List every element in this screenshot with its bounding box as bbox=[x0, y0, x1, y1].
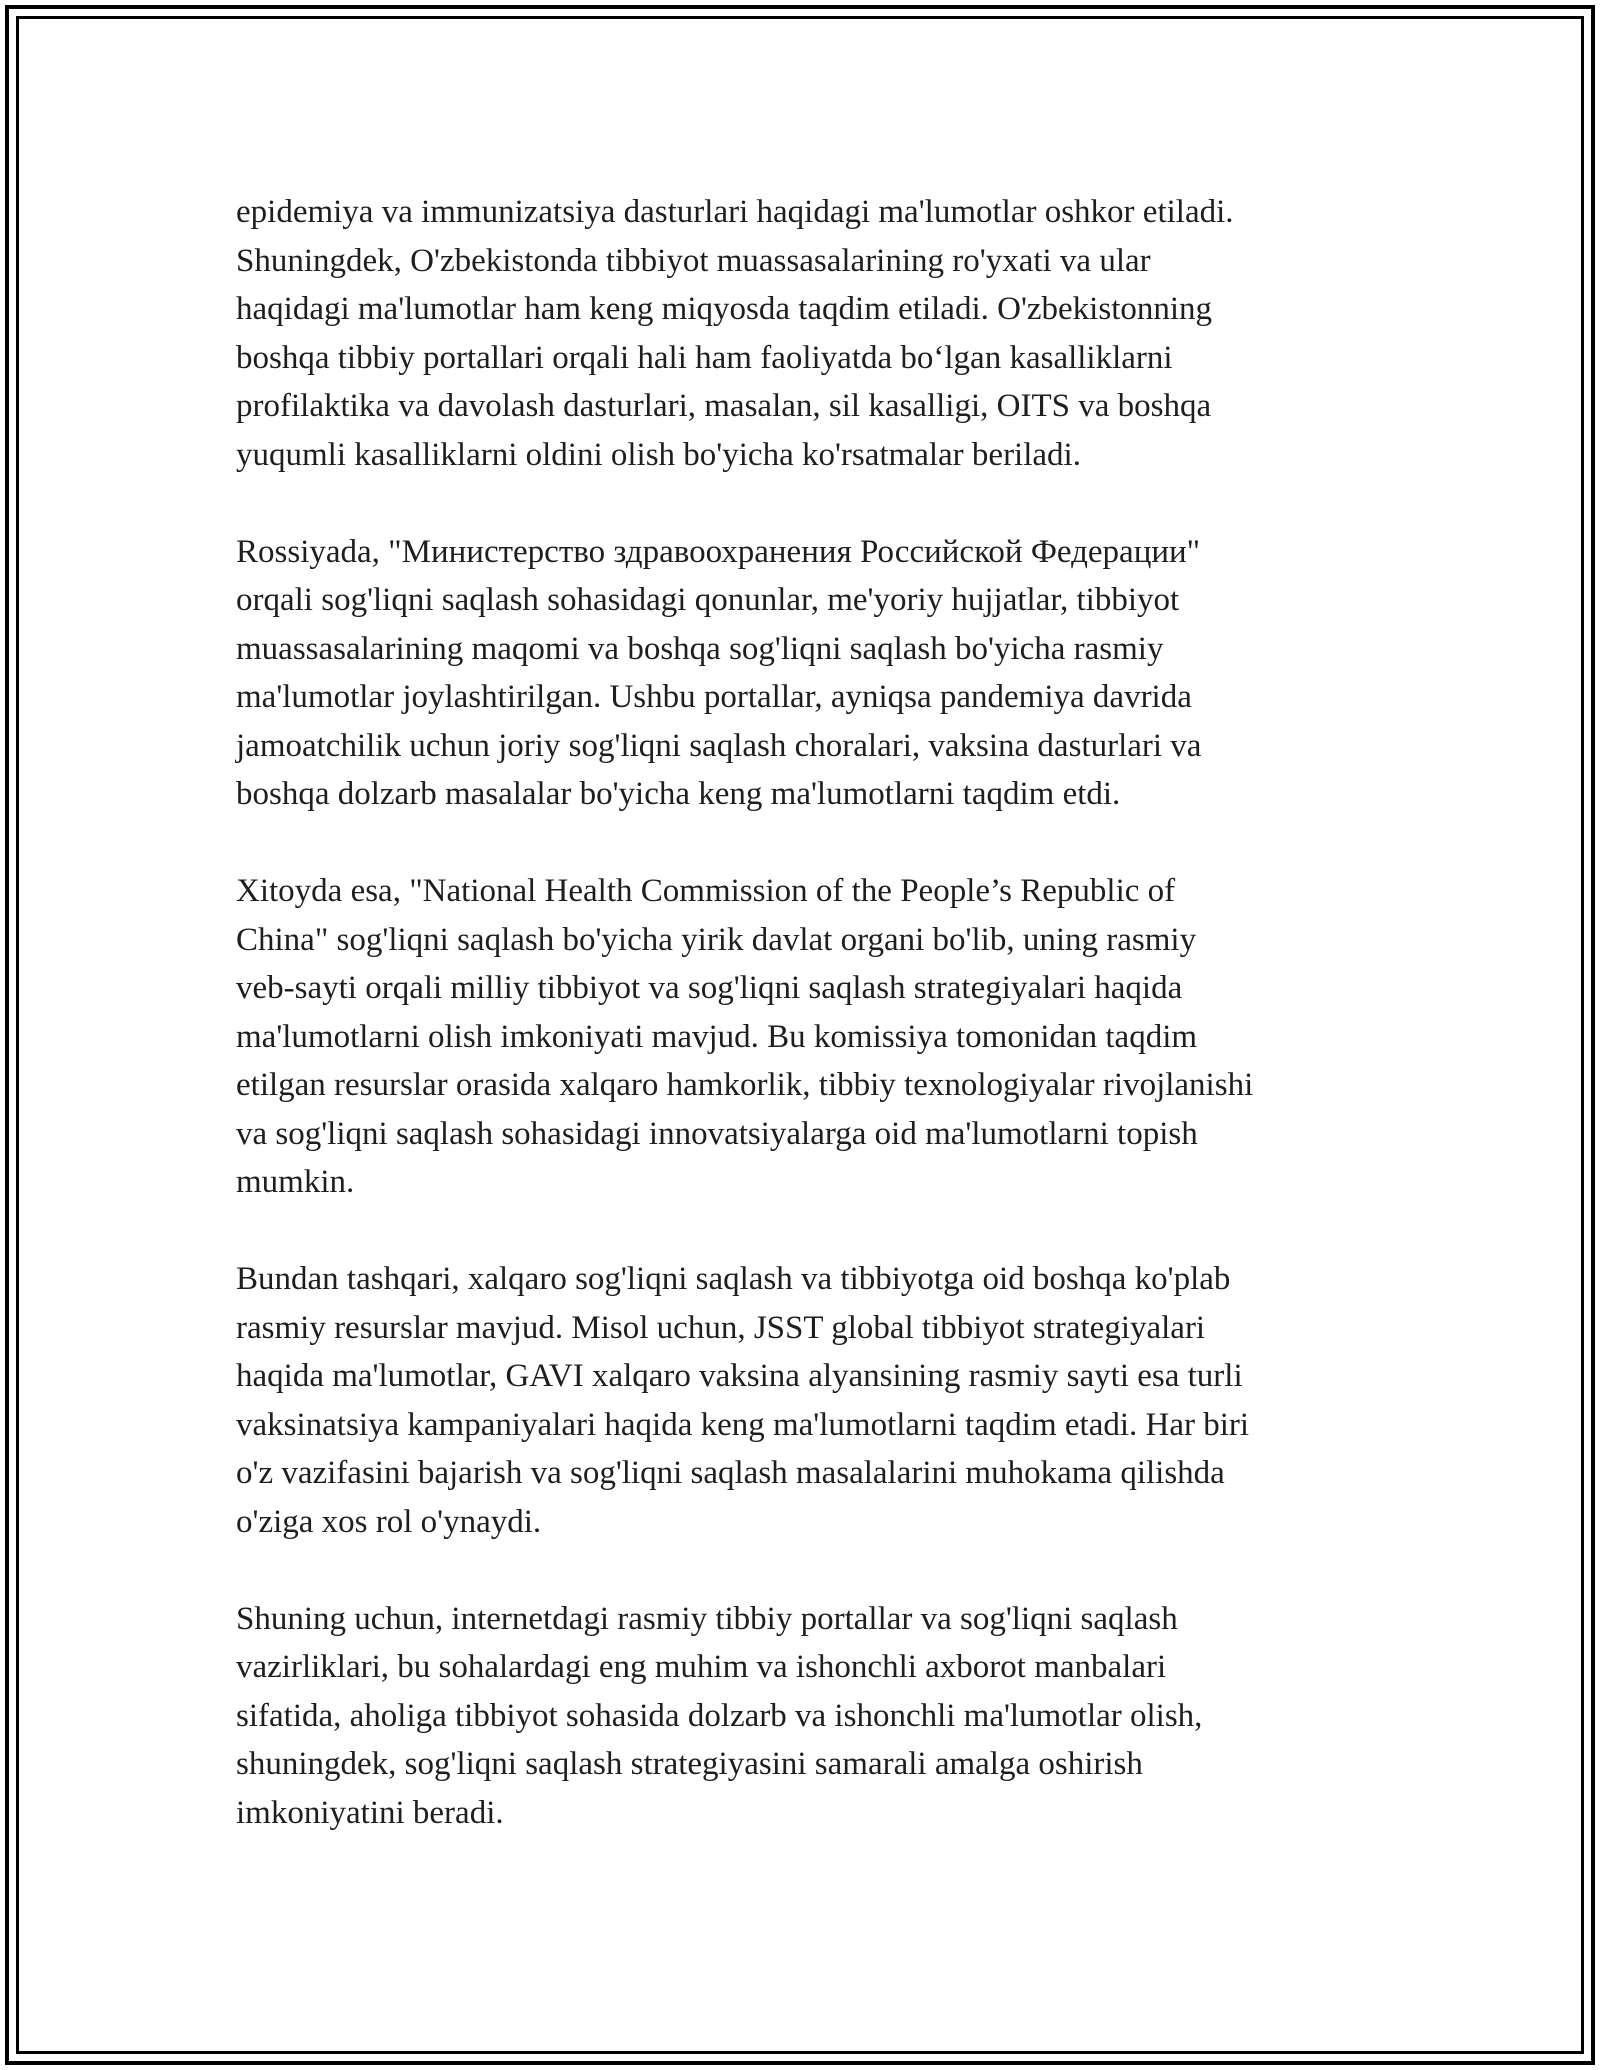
text-line: jamoatchilik uchun joriy sog'liqni saqlash choralari, vaksina dasturlari va bbox=[236, 727, 1202, 764]
text-line: shuningdek, sog'liqni saqlash strategiyasini samarali amalga oshirish bbox=[236, 1746, 1143, 1782]
paragraph-4 bbox=[236, 1255, 1386, 1546]
text-line: rasmiy resurslar mavjud. Misol uchun, JSST global tibbiyot strategiyalari bbox=[236, 1309, 1206, 1346]
paragraph-2 bbox=[236, 528, 1386, 819]
text-line: haqida ma'lumotlar, GAVI xalqaro vaksina alyansining rasmiy sayti esa turli bbox=[236, 1358, 1243, 1394]
text-line: haqidagi ma'lumotlar ham keng miqyosda taqdim etiladi. O'zbekistonning bbox=[236, 291, 1213, 327]
text-line: epidemiya va immunizatsiya dasturlari haqidagi ma'lumotlar oshkor etiladi. bbox=[236, 194, 1234, 230]
paragraph-3 bbox=[236, 867, 1386, 1207]
text-line: ma'lumotlar joylashtirilgan. Ushbu portallar, ayniqsa pandemiya davrida bbox=[236, 679, 1192, 715]
text-line: China" sog'liqni saqlash bo'yicha yirik davlat organi bo'lib, uning rasmiy bbox=[236, 921, 1197, 958]
text-line: o'z vazifasini bajarish va sog'liqni saqlash masalalarini muhokama qilishda bbox=[236, 1455, 1225, 1491]
text-line: Shuningdek, O'zbekistonda tibbiyot muassasalarining ro'yxati va ular bbox=[236, 242, 1151, 279]
text-line: imkoniyatini beradi. bbox=[236, 1794, 504, 1831]
document-body bbox=[236, 188, 1386, 1886]
paragraph-5 bbox=[236, 1595, 1386, 1838]
text-line: muassasalarining maqomi va boshqa sog'liqni saqlash bo'yicha rasmiy bbox=[236, 630, 1164, 667]
text-line: va sog'liqni saqlash sohasidagi innovatsiyalarga oid ma'lumotlarni topish bbox=[236, 1115, 1198, 1152]
text-line: Shuning uchun, internetdagi rasmiy tibbiy portallar va sog'liqni saqlash bbox=[236, 1600, 1178, 1637]
text-line: o'ziga xos rol o'ynaydi. bbox=[236, 1503, 542, 1540]
text-line: ma'lumotlarni olish imkoniyati mavjud. Bu komissiya tomonidan taqdim bbox=[236, 1018, 1198, 1055]
text-line: veb-sayti orqali milliy tibbiyot va sog'liqni saqlash strategiyalari haqida bbox=[236, 970, 1183, 1006]
text-line: yuqumli kasalliklarni oldini olish bo'yicha ko'rsatmalar beriladi. bbox=[236, 436, 1081, 473]
text-line: boshqa dolzarb masalalar bo'yicha keng ma'lumotlarni taqdim etdi. bbox=[236, 776, 1121, 812]
text-line: Xitoyda esa, "National Health Commission of the People’s Republic of bbox=[236, 873, 1176, 909]
text-line: vazirliklari, bu sohalardagi eng muhim va ishonchli axborot manbalari bbox=[236, 1649, 1167, 1685]
text-line: etilgan resurslar orasida xalqaro hamkorlik, tibbiy texnologiyalar rivojlanishi bbox=[236, 1067, 1254, 1103]
text-line: orqali sog'liqni saqlash sohasidagi qonunlar, me'yoriy hujjatlar, tibbiyot bbox=[236, 582, 1180, 618]
text-line: vaksinatsiya kampaniyalari haqida keng ma'lumotlarni taqdim etadi. Har biri bbox=[236, 1406, 1250, 1443]
text-line: sifatida, aholiga tibbiyot sohasida dolzarb va ishonchli ma'lumotlar olish, bbox=[236, 1697, 1203, 1734]
text-line: profilaktika va davolash dasturlari, masalan, sil kasalligi, OITS va boshqa bbox=[236, 388, 1212, 424]
text-line: Rossiyada, "Министерство здравоохранения Российской Федерации" bbox=[236, 533, 1201, 570]
text-line: Bundan tashqari, xalqaro sog'liqni saqlash va tibbiyotga oid boshqa ko'plab bbox=[236, 1261, 1231, 1297]
paragraph-1 bbox=[236, 188, 1386, 479]
text-line: boshqa tibbiy portallari orqali hali ham faoliyatda boʻlgan kasalliklarni bbox=[236, 339, 1173, 376]
text-line: mumkin. bbox=[236, 1164, 355, 1200]
